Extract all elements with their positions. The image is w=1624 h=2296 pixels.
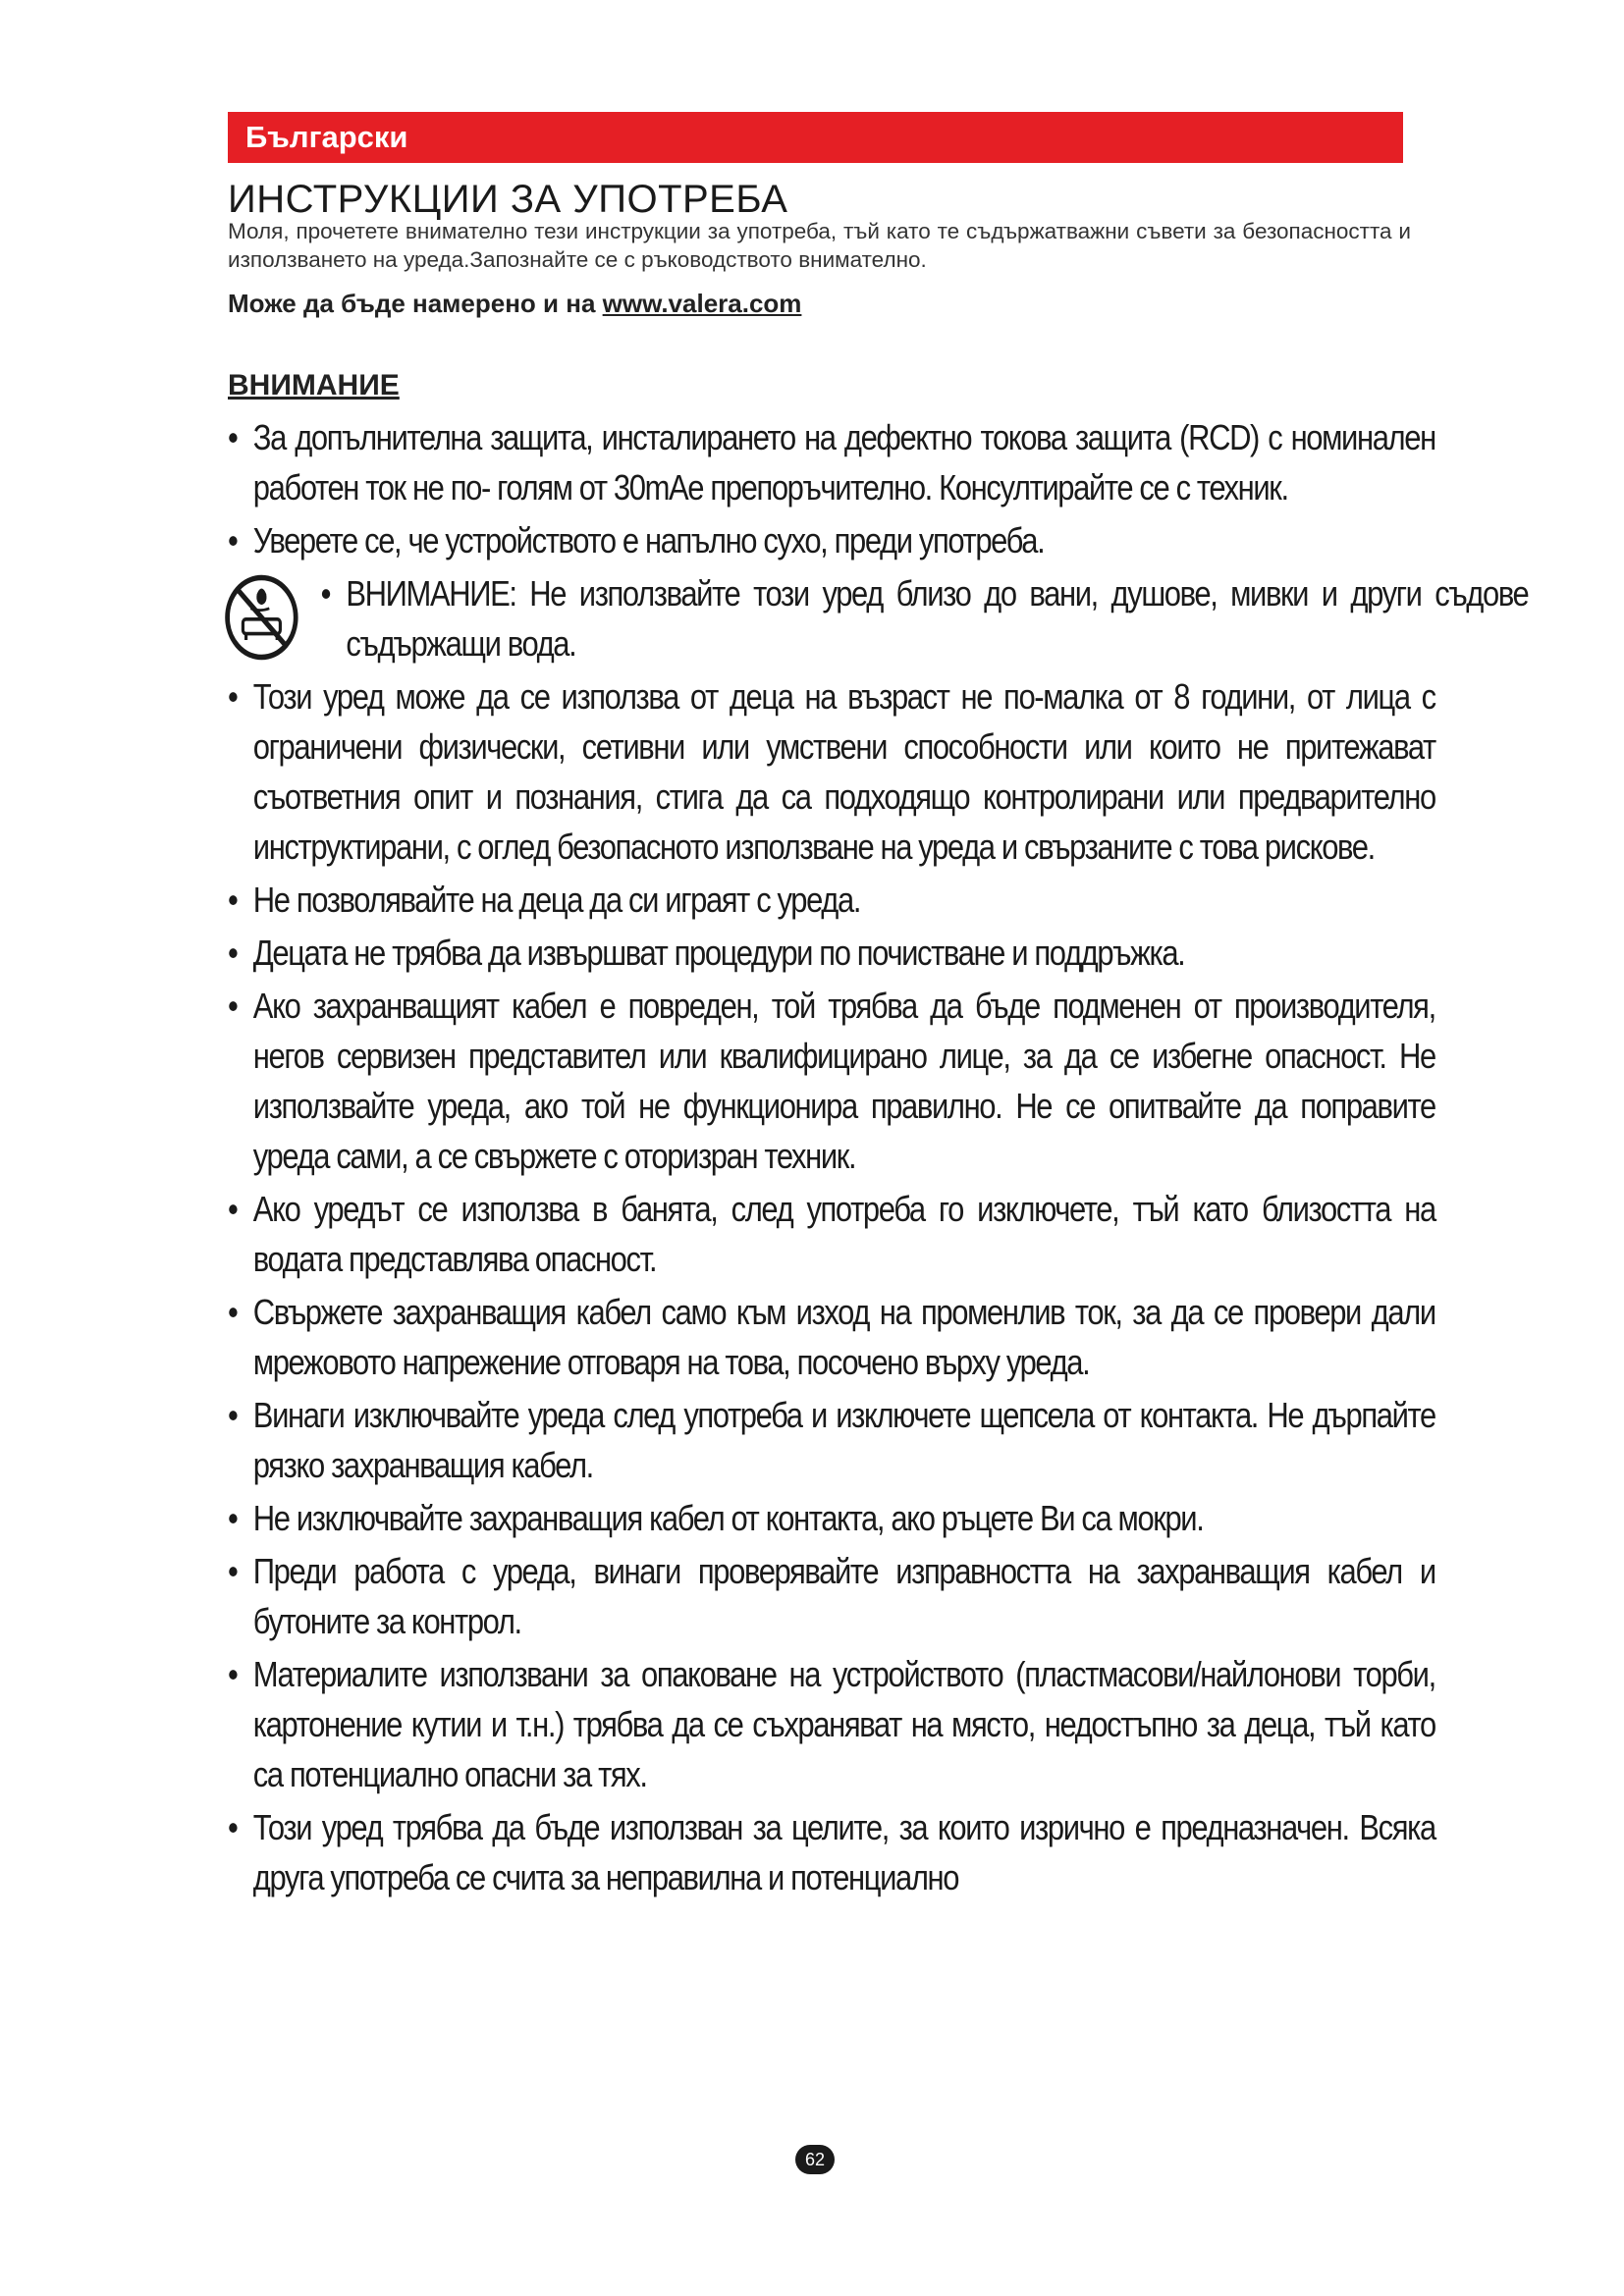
warning-item-text: За допълнителна защита, инсталирането на дефектно токова защита (RCD) с номинален работен ток не по- голям от 30mAe препоръчително. Консултирайте се с техник. [252,417,1435,507]
language-bar: Български [228,112,1403,163]
no-bathtub-water-icon [223,572,300,663]
warning-item-text: Винаги изключвайте уреда след употреба и изключете щепсела от контакта. Не дърпайте рязко захранващия кабел. [252,1395,1435,1485]
warning-item [228,1390,1435,1490]
warning-item-text: Свържете захранващия кабел само към изход на променлив ток, за да се провери дали мрежовото напрежение отговаря на това, посочено върху уреда. [252,1292,1435,1382]
bullet: • [228,1189,238,1229]
warning-item [228,1184,1435,1284]
source-note [228,287,801,320]
page-title: ИНСТРУКЦИИ ЗА УПОТРЕБА [228,178,788,221]
warning-heading: ВНИМАНИЕ [228,369,400,401]
bullet: • [228,880,238,920]
warning-item [228,671,1435,872]
page-number: 62 [795,2145,835,2174]
warning-item-text: Уверете се, че устройството е напълно сухо, преди употреба. [252,520,1045,561]
bullet: • [228,1551,238,1591]
bullet: • [228,1498,238,1538]
warning-list [228,412,1529,1905]
warning-item [228,1649,1435,1799]
bullet: • [228,1292,238,1332]
warning-item [228,928,1435,978]
warning-item [228,875,1435,925]
warning-item [228,568,1528,668]
intro-text: Моля, прочетете внимателно тези инструкции за употреба, тъй като те съдържатважни съвети за безопасността и използването на уреда.Запознайте се с ръководството внимателно. [228,219,1411,272]
warning-item [228,1493,1435,1543]
warning-item [228,515,1435,565]
website-link[interactable]: www.valera.com [602,289,802,318]
bullet: • [228,417,238,457]
warning-item-text: Преди работа с уреда, винаги проверявайте изправността на захранващия кабел и бутоните за контрол. [252,1551,1435,1641]
warning-item-text: Този уред може да се използва от деца на възраст не по-малка от 8 години, от лица с ограничени физически, сетивни или умствени способности или които не притежават съответния опит и познания, стига да са подходящо контролирани или предварително инструктирани, с оглед безопасното използване на уреда и свързаните с това рискове. [252,676,1435,867]
source-prefix: Може да бъде намерено и на [228,289,603,318]
warning-item-text: Ако уредът се използва в банята, след употреба го изключете, тъй като близостта на водата представлява опасност. [252,1189,1435,1279]
bullet: • [228,933,238,973]
warning-item [228,1287,1435,1387]
bullet: • [228,1807,238,1847]
warning-item-text: Не позволявайте на деца да си играят с уреда. [252,880,861,920]
warning-item [228,1546,1435,1646]
bullet: • [228,986,238,1026]
warning-item-text: Този уред трябва да бъде използван за целите, за които изрично е предназначен. Всяка друга употреба се счита за неправилна и потенциално [252,1807,1435,1897]
bullet: • [228,1395,238,1435]
warning-item [228,412,1435,512]
bullet: • [320,573,331,614]
bullet: • [228,1654,238,1694]
warning-item [228,1802,1435,1902]
warning-item-text: Материалите използвани за опаковане на устройството (пластмасови/найлонови торби, картонение кутии и т.н.) трябва да се съхраняват на място, недостъпно за деца, тъй като са потенциално опасни за тях. [252,1654,1435,1794]
warning-item-text: ВНИМАНИЕ: Не използвайте този уред близо до вани, душове, мивки и други съдове съдържащи вода. [346,573,1529,664]
bullet: • [228,676,238,717]
warning-item-text: Не изключвайте захранващия кабел от контакта, ако ръцете Ви са мокри. [252,1498,1204,1538]
bullet: • [228,520,238,561]
warning-item-text: Ако захранващият кабел е повреден, той трябва да бъде подменен от производителя, негов сервизен представител или квалифицирано лице, за да се избегне опасност. Не използвайте уреда, ако той не функционира правилно. Не се опитвайте да поправите уреда сами, а се свържете с оторизран техник. [252,986,1435,1176]
warning-item-text: Децата не трябва да извършват процедури по почистване и поддръжка. [252,933,1185,973]
warning-item [228,981,1435,1181]
